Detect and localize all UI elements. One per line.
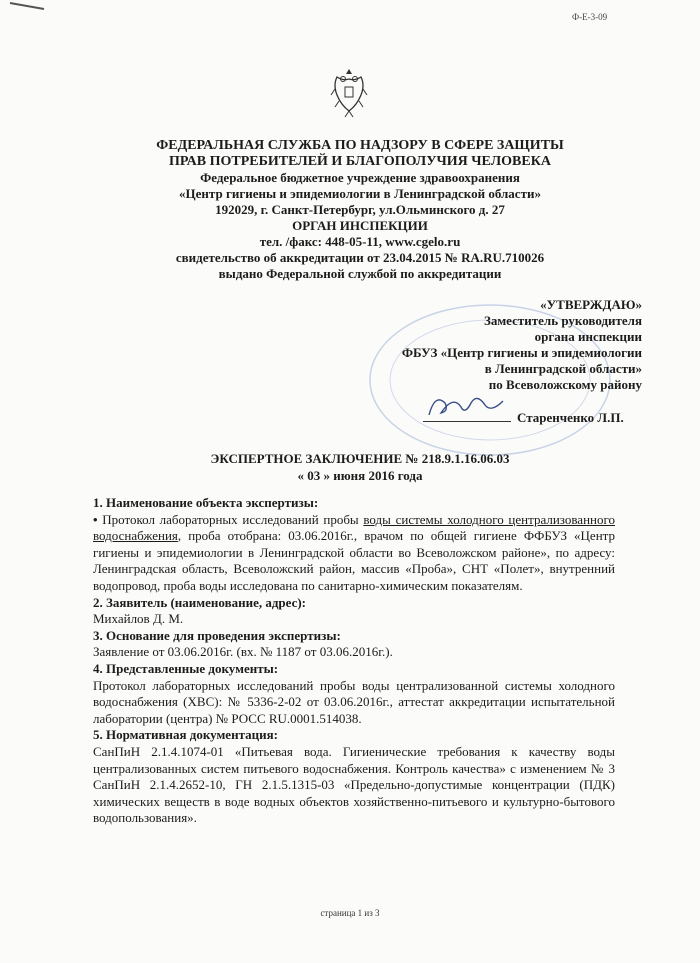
document-title: [80, 450, 640, 484]
title-number: ЭКСПЕРТНОЕ ЗАКЛЮЧЕНИЕ № 218.9.1.16.06.03: [210, 451, 510, 466]
approval-block: [402, 297, 642, 393]
header-line: выдано Федеральной службой по аккредитации: [218, 266, 502, 281]
section-text-part: Протокол лабораторных исследований пробы: [97, 511, 364, 527]
header-line: свидетельство об аккредитации от 23.04.2015 № RA.RU.710026: [175, 250, 545, 265]
header-line: ФЕДЕРАЛЬНАЯ СЛУЖБА ПО НАДЗОРУ В СФЕРЕ ЗАЩИТЫ: [156, 138, 564, 153]
approval-line: в Ленинградской области»: [484, 361, 642, 376]
section-text: СанПиН 2.1.4.1074-01 «Питьевая вода. Гигиенические требования к качеству воды централизованных систем питьевого водоснабжения. Контроль качества» с изменением № 3 СанПиН 2.1.4.2652-10, ГН 2.1.5.1315-03 «Предельно-допустимые концентрации (ПДК) химических веществ в воде водных объектов хозяйственно-питьевого и культурно-бытового водопользования».: [93, 743, 615, 826]
page-footer: страница 1 из 3: [320, 908, 380, 918]
section-heading: 4. Представленные документы:: [93, 660, 279, 676]
section-heading: 1. Наименование объекта экспертизы:: [93, 495, 319, 510]
form-code: Ф-Е-3-09: [572, 12, 608, 22]
section-text-part: , проба отобрана: 03.06.2016г., врачом по общей гигиене ФФБУЗ «Центр гигиены и эпидемиологии в Ленинградской области во Всеволожском районе», по адресу: Ленинградская область, Всеволожский район, массив «Проба», СНТ «Полет», внутренний водопровод, проба воды исследована по санитарно-химическим показателям.: [93, 528, 615, 593]
section-text: Заявление от 03.06.2016г. (вх. № 1187 от 03.06.2016г.).: [93, 644, 393, 660]
approval-line: ФБУЗ «Центр гигиены и эпидемиологии: [401, 345, 642, 360]
signer-name: Старенченко Л.П.: [517, 410, 624, 425]
approval-line: Заместитель руководителя: [483, 313, 642, 328]
coat-of-arms-icon: [329, 65, 369, 121]
header-line: ПРАВ ПОТРЕБИТЕЛЕЙ И БЛАГОПОЛУЧИЯ ЧЕЛОВЕКА: [169, 154, 551, 169]
section-text: [93, 512, 615, 595]
section-heading: 5. Нормативная документация:: [93, 727, 278, 743]
signature-row: [423, 410, 624, 426]
signature-line: [423, 411, 511, 422]
organization-header: [80, 138, 640, 282]
scan-mark: [8, 0, 48, 20]
approval-line: органа инспекции: [534, 329, 642, 344]
title-date: « 03 » июня 2016 года: [297, 468, 423, 483]
approval-line: по Всеволожскому району: [488, 377, 642, 392]
header-line: «Центр гигиены и эпидемиологии в Ленинградской области»: [179, 186, 541, 201]
section-text: Михайлов Д. М.: [93, 611, 184, 627]
header-line: ОРГАН ИНСПЕКЦИИ: [292, 218, 428, 233]
section-heading: 2. Заявитель (наименование, адрес):: [93, 594, 307, 610]
bullet-icon: •: [93, 511, 98, 527]
approval-line: «УТВЕРЖДАЮ»: [540, 297, 642, 312]
document-body: [93, 495, 615, 827]
header-line: тел. /факс: 448-05-11, www.cgelo.ru: [259, 234, 461, 249]
header-line: 192029, г. Санкт-Петербург, ул.Ольминского д. 27: [215, 202, 505, 217]
section-heading: 3. Основание для проведения экспертизы:: [93, 627, 341, 643]
section-text: Протокол лабораторных исследований пробы воды централизованной системы холодного водоснабжения (ХВС): № 5336-2-02 от 03.06.2016г., аттестат аккредитации испытательной лаборатории (центра) № РОСС RU.0001.514038.: [93, 677, 615, 726]
header-line: Федеральное бюджетное учреждение здравоохранения: [200, 170, 520, 185]
underlined-object: воды системы холодного централизованного водоснабжения: [93, 511, 615, 544]
